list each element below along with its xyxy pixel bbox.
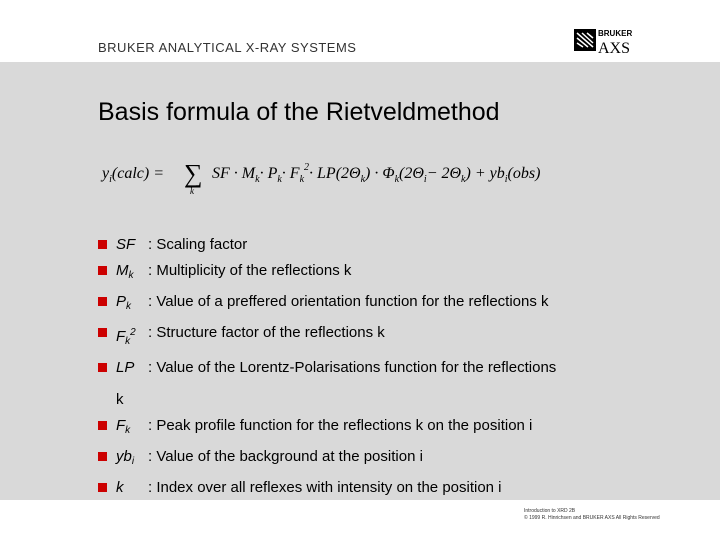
formula-body5: ) · Φ (365, 165, 395, 182)
bruker-axs-logo (574, 26, 636, 56)
bullet-symbol: $F_k$ (116, 417, 131, 436)
bullet-desc: : Structure factor of the reflections k (148, 324, 385, 341)
list-item (98, 324, 698, 350)
page-title: Basis formula of the Rietveldmethod (98, 98, 500, 126)
bullet-desc: : Value of the background at the position i (148, 448, 423, 465)
list-item (98, 448, 698, 470)
formula-sub-6: i (423, 174, 427, 185)
formula-sub-7: k (461, 174, 466, 185)
bullet-square-icon (98, 297, 107, 306)
variable-list (98, 236, 698, 505)
bullet-square-icon (98, 452, 107, 461)
formula-sum-index: k (190, 186, 194, 196)
bullet-desc: : Peak profile function for the reflections k on the position i (148, 417, 533, 434)
bullet-symbol: $yb_i$ (116, 448, 135, 467)
bullet-symbol: $F_k^2$ (116, 327, 136, 347)
bullet-desc: : Index over all reflexes with intensity on the position i (148, 479, 502, 496)
svg-text:SF · Mk· Pk· Fk2· LP(2Θk) · Φk (212, 162, 540, 185)
formula-sub-2: k (277, 174, 282, 185)
bullet-square-icon (98, 421, 107, 430)
bullet-desc: : Value of a preffered orientation function for the reflections k (148, 293, 549, 310)
formula-lhs: y (102, 165, 110, 182)
bullet-symbol: SF (116, 236, 136, 253)
list-item (98, 262, 698, 284)
bullet-desc: : Scaling factor (148, 236, 248, 253)
formula-sup-2: 2 (304, 162, 310, 173)
logo-top-text: BRUKER (598, 29, 633, 38)
bullet-symbol: k (116, 479, 124, 496)
header-company: BRUKER ANALYTICAL X-RAY SYSTEMS (98, 40, 357, 55)
list-item (98, 359, 698, 408)
footer-line-2: © 1999 R. Hinrichsen and BRUKER AXS All Rights Reserved (524, 515, 660, 521)
bullet-symbol: $M_k$ (116, 262, 134, 281)
bullet-square-icon (98, 328, 107, 337)
formula-body8: ) + yb (465, 165, 505, 182)
formula-body: SF · M (212, 165, 256, 182)
formula-lhs-sub: i (109, 174, 112, 185)
footer-copyright (524, 508, 660, 522)
formula-body9: (obs) (507, 165, 541, 182)
svg-text:yi(calc) = (100, 165, 164, 185)
list-item (98, 479, 698, 496)
list-item (98, 293, 698, 315)
formula-sub-5: k (394, 174, 400, 185)
bullet-square-icon (98, 363, 107, 372)
rietveld-formula (98, 150, 638, 198)
formula-body2: · P (259, 165, 278, 182)
footer-line-1: Introduction to XRD 2B (524, 508, 576, 514)
logo-bottom-text: AXS (598, 40, 631, 56)
formula-sub-3: k (299, 174, 305, 185)
formula-body4: · LP(2Θ (309, 165, 361, 182)
formula-sub-1: k (255, 174, 260, 185)
list-item (98, 236, 698, 253)
formula-sum: ∑ (184, 159, 203, 188)
formula-lhs-arg: (calc) = (111, 165, 164, 182)
formula-body7: − 2Θ (426, 165, 462, 182)
bullet-desc: : Value of the Lorentz-Polarisations function for the reflections (148, 359, 557, 376)
bullet-symbol: LP k (116, 359, 135, 408)
bullet-square-icon (98, 266, 107, 275)
bullet-desc: : Multiplicity of the reflections k (148, 262, 352, 279)
bullet-square-icon (98, 483, 107, 492)
formula-sub-8: i (504, 174, 508, 185)
formula-sub-4: k (360, 174, 366, 185)
formula-body6: (2Θ (399, 165, 424, 182)
formula-body3: · F (281, 165, 300, 182)
list-item (98, 417, 698, 439)
bullet-square-icon (98, 240, 107, 249)
bullet-symbol: $P_k$ (116, 293, 132, 312)
